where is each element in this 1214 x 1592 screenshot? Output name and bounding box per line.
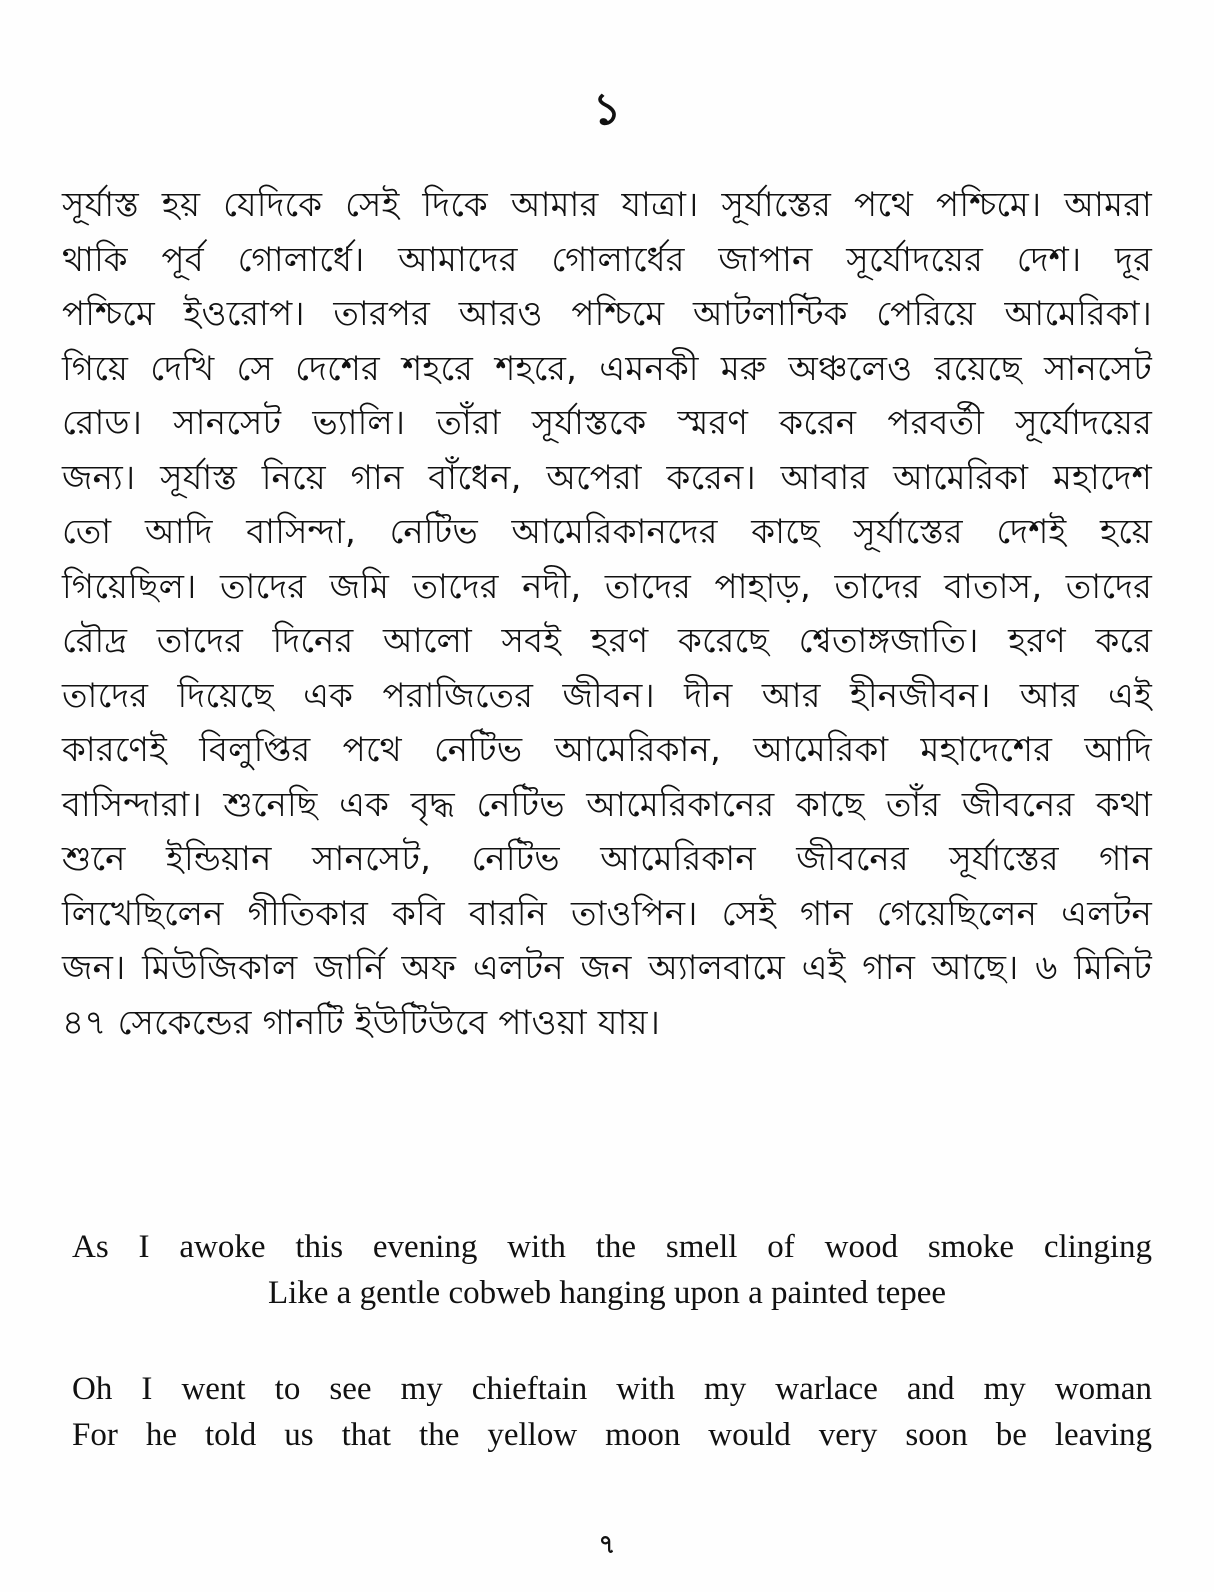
text-line: থাকি পূর্ব গোলার্ধে। আমাদের গোলার্ধের জাপান সূর্যোদয়ের দেশ। দূর bbox=[62, 239, 1152, 280]
verse-line: Oh I went to see my chieftain with my warlace and my woman bbox=[72, 1371, 1152, 1407]
text-line: সূর্যাস্ত হয় যেদিকে সেই দিকে আমার যাত্রা। সূর্যাস্তের পথে পশ্চিমে। আমরা bbox=[62, 185, 1152, 225]
page-number: ৭ bbox=[598, 1530, 616, 1560]
verse-stanza-1 bbox=[62, 1224, 1152, 1316]
verse-line: Like a gentle cobweb hanging upon a painted tepee bbox=[267, 1275, 947, 1311]
text-line: ৪৭ সেকেন্ডের গানটি ইউটিউবে পাওয়া যায়। bbox=[62, 1002, 661, 1043]
body-paragraph bbox=[62, 178, 1152, 1050]
text-line: রোড। সানসেট ভ্যালি। তাঁরা সূর্যাস্তকে স্মরণ করেন পরবর্তী সূর্যোদয়ের bbox=[62, 403, 1152, 443]
chapter-number: ১ bbox=[592, 84, 622, 135]
text-line: শুনে ইন্ডিয়ান সানসেট, নেটিভ আমেরিকান জীবনের সূর্যাস্তের গান bbox=[62, 839, 1152, 879]
text-line: রৌদ্র তাদের দিনের আলো সবই হরণ করেছে শ্বেতাঙ্গজাতি। হরণ করে bbox=[62, 621, 1152, 661]
text-line: তো আদি বাসিন্দা, নেটিভ আমেরিকানদের কাছে সূর্যাস্তের দেশই হয়ে bbox=[62, 512, 1152, 552]
text-line: তাদের দিয়েছে এক পরাজিতের জীবন। দীন আর হীনজীবন। আর এই bbox=[62, 675, 1152, 716]
verse-stanza-2 bbox=[62, 1366, 1152, 1458]
verse-line: As I awoke this evening with the smell of wood smoke clinging bbox=[72, 1229, 1152, 1265]
text-line: পশ্চিমে ইওরোপ। তারপর আরও পশ্চিমে আটলান্টিক পেরিয়ে আমেরিকা। bbox=[62, 294, 1152, 334]
text-line: জন। মিউজিকাল জার্নি অফ এলটন জন অ্যালবামে এই গান আছে। ৬ মিনিট bbox=[62, 948, 1152, 988]
text-line: লিখেছিলেন গীতিকার কবি বারনি তাওপিন। সেই গান গেয়েছিলেন এলটন bbox=[62, 893, 1152, 934]
verse-line: For he told us that the yellow moon would very soon be leaving bbox=[72, 1417, 1152, 1453]
text-line: কারণেই বিলুপ্তির পথে নেটিভ আমেরিকান, আমেরিকা মহাদেশের আদি bbox=[62, 730, 1152, 770]
text-line: বাসিন্দারা। শুনেছি এক বৃদ্ধ নেটিভ আমেরিকানের কাছে তাঁর জীবনের কথা bbox=[62, 784, 1152, 825]
text-line: গিয়ে দেখি সে দেশের শহরে শহরে, এমনকী মরু অঞ্চলেও রয়েছে সানসেট bbox=[62, 348, 1152, 389]
text-line: জন্য। সূর্যাস্ত নিয়ে গান বাঁধেন, অপেরা করেন। আবার আমেরিকা মহাদেশ bbox=[62, 457, 1152, 498]
text-line: গিয়েছিল। তাদের জমি তাদের নদী, তাদের পাহাড়, তাদের বাতাস, তাদের bbox=[62, 566, 1152, 607]
